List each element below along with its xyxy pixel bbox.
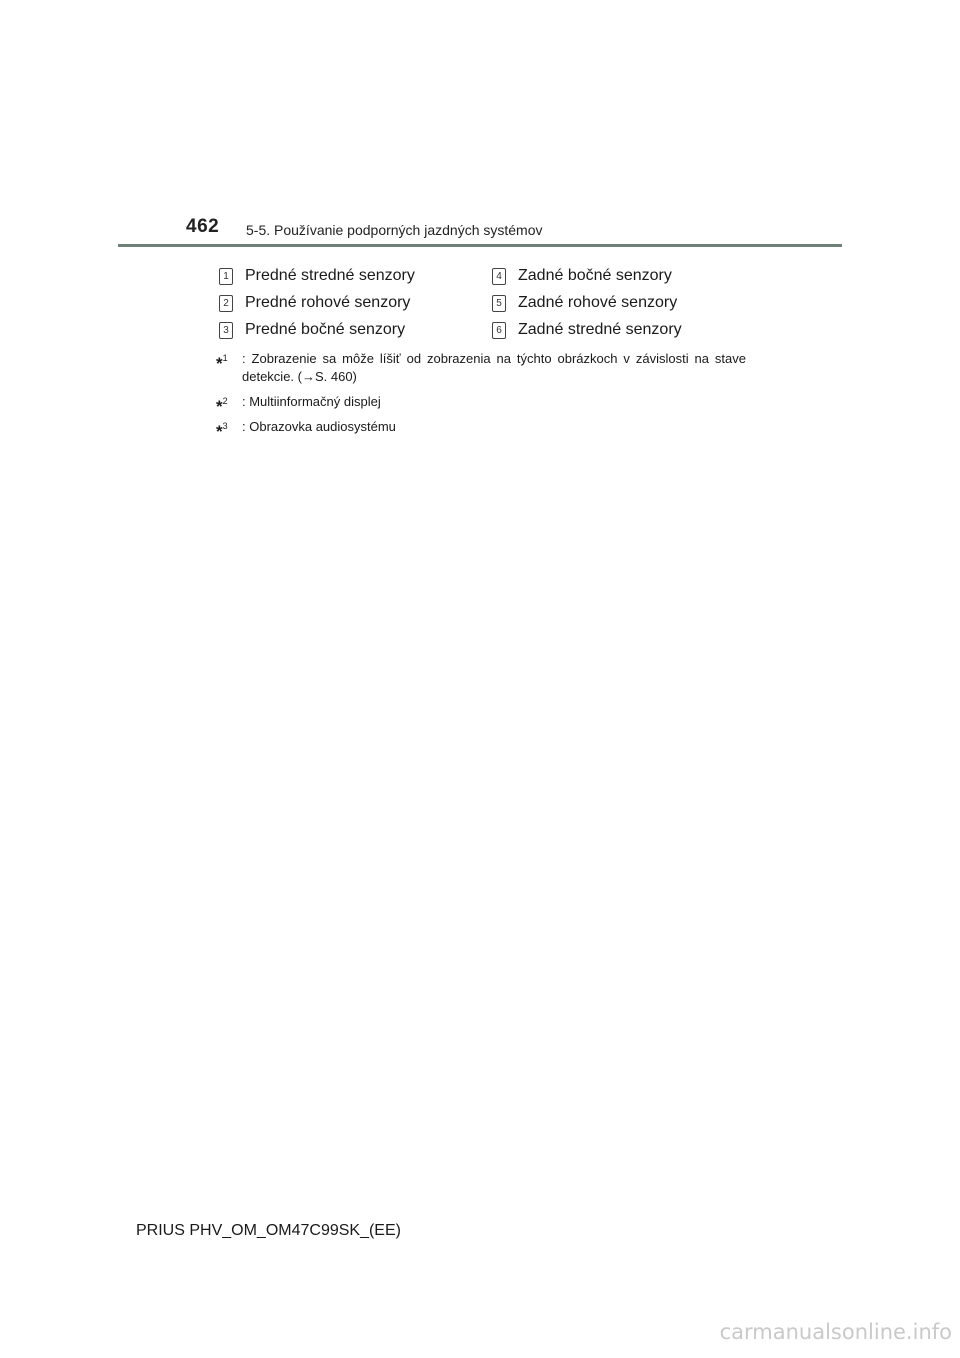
- footnote-index: 2: [222, 396, 228, 406]
- legend-number-box: 6: [492, 322, 506, 339]
- footnote-text: : Zobrazenie sa môže líšiť od zobrazenia na týchto obrázkoch v závislosti na stave detekcie. (→S. 460): [242, 351, 746, 384]
- legend-item-6: [492, 319, 682, 341]
- footnote-3: [216, 418, 746, 441]
- legend-number-box: 4: [492, 268, 506, 285]
- footnote-marker: [216, 349, 228, 373]
- legend-item-2: [219, 292, 410, 314]
- footnote-marker: [216, 392, 228, 416]
- footnote-marker: [216, 417, 228, 441]
- asterisk-mark: *: [216, 354, 223, 373]
- legend-item-1: [219, 265, 415, 287]
- legend-number-box: 3: [219, 322, 233, 339]
- asterisk-mark: *: [216, 397, 223, 416]
- footnotes: [216, 350, 746, 443]
- footnote-text: : Obrazovka audiosystému: [242, 419, 396, 434]
- watermark: carmanualsonline.info: [719, 1320, 952, 1344]
- legend-label: Zadné rohové senzory: [518, 294, 678, 311]
- legend-number-box: 5: [492, 295, 506, 312]
- footnote-2: [216, 393, 746, 416]
- footnote-1: [216, 350, 746, 386]
- legend-label: Predné rohové senzory: [245, 294, 411, 311]
- legend-label: Zadné bočné senzory: [518, 267, 672, 284]
- footer-doc-id: PRIUS PHV_OM_OM47C99SK_(EE): [136, 1222, 401, 1239]
- legend-number-box: 1: [219, 268, 233, 285]
- asterisk-mark: *: [216, 422, 223, 441]
- footnote-text: : Multiinformačný displej: [242, 394, 381, 409]
- page-number: 462: [186, 216, 220, 237]
- section-title: 5-5. Používanie podporných jazdných systémov: [246, 222, 543, 238]
- footnote-index: 1: [222, 353, 228, 363]
- header-rule: [118, 244, 842, 247]
- legend-label: Predné stredné senzory: [245, 267, 415, 284]
- footnote-index: 3: [222, 421, 228, 431]
- legend-item-3: [219, 319, 405, 341]
- legend-label: Zadné stredné senzory: [518, 321, 682, 338]
- legend-item-4: [492, 265, 672, 287]
- legend-label: Predné bočné senzory: [245, 321, 406, 338]
- legend-number-box: 2: [219, 295, 233, 312]
- legend-item-5: [492, 292, 677, 314]
